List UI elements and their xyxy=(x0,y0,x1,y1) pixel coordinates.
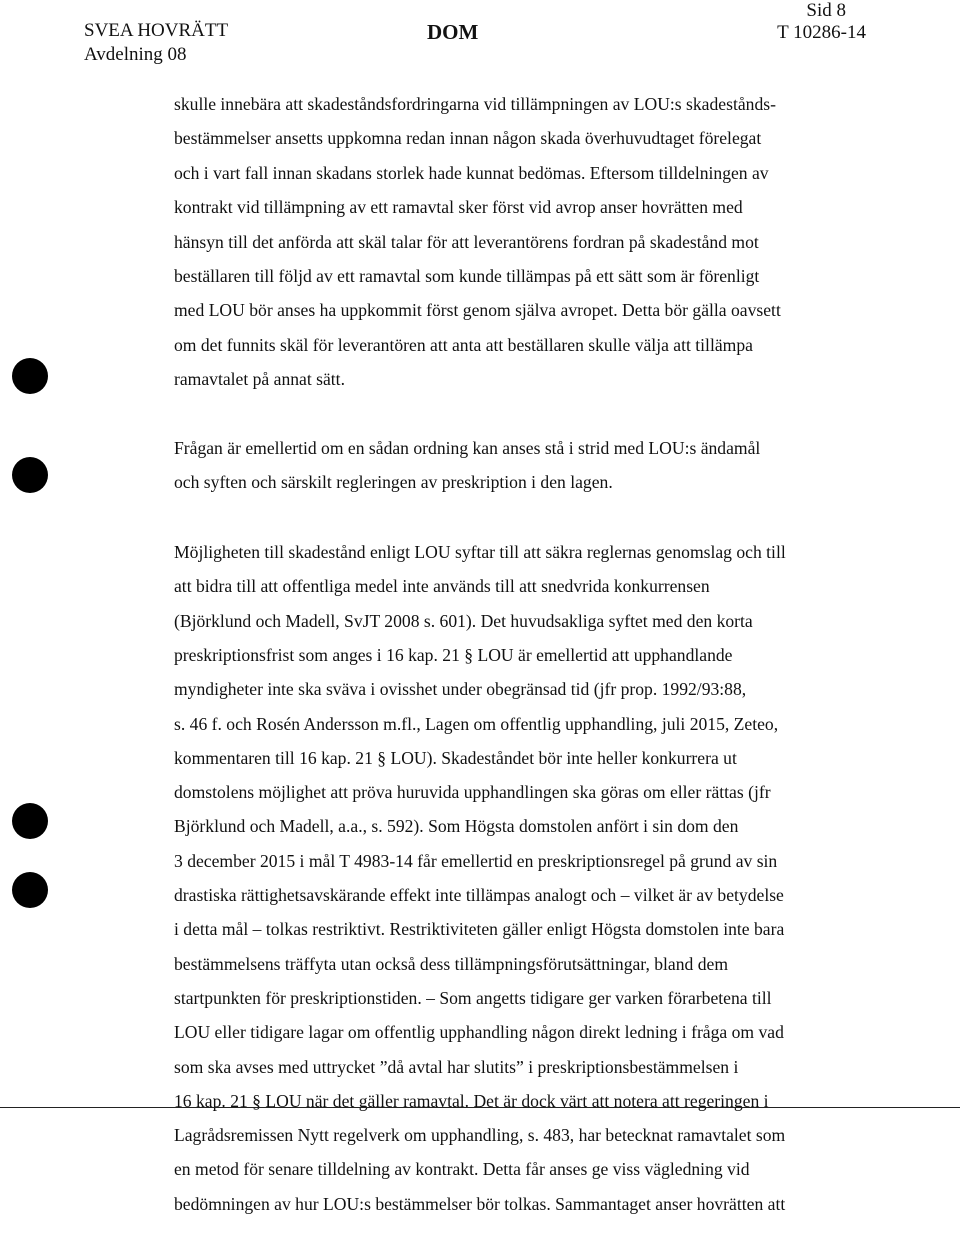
text-line: en metod för senare tilldelning av kontrakt. Detta får anses ge viss vägledning vid xyxy=(174,1159,750,1180)
punch-hole-marker xyxy=(12,457,48,493)
document-type: DOM xyxy=(427,20,479,44)
court-name: SVEA HOVRÄTT xyxy=(84,20,229,41)
page-divider-line xyxy=(0,1107,960,1108)
page-number: Sid 8 xyxy=(806,0,846,21)
punch-hole-marker xyxy=(12,872,48,908)
text-line: drastiska rättighetsavskärande effekt inte tillämpas analogt och – vilket är av betydelse xyxy=(174,885,784,905)
text-line: bestämmelser ansetts uppkomna redan innan någon skada överhuvudtaget förelegat xyxy=(174,128,762,149)
text-line: beställaren till följd av ett ramavtal som kunde tillämpas på ett sätt som är förenligt xyxy=(174,266,760,286)
text-line: (Björklund och Madell, SvJT 2008 s. 601). Det huvudsakliga syftet med den korta xyxy=(174,610,753,631)
text-line: LOU eller tidigare lagar om offentlig upphandling någon direkt ledning i fråga om vad xyxy=(174,1022,784,1043)
text-line: att bidra till att offentliga medel inte används till att snedvrida konkurrensen xyxy=(174,576,710,597)
case-number: T 10286-14 xyxy=(777,22,866,43)
text-line: preskriptionsfrist som anges i 16 kap. 21 § LOU är emellertid att upphandlande xyxy=(174,644,733,665)
text-line: bestämmelsens träffyta utan också dess tillämpningsförutsättningar, bland dem xyxy=(174,953,729,974)
text-line: skulle innebära att skadeståndsfordringarna vid tillämpningen av LOU:s skadestånds- xyxy=(174,94,776,114)
text-line: som ska avses med uttrycket ”då avtal har slutits” i preskriptionsbestämmelsen i xyxy=(174,1056,739,1077)
text-line: kontrakt vid tillämpning av ett ramavtal sker först vid avrop anser hovrätten med xyxy=(174,197,743,218)
text-line: hänsyn till det anförda att skäl talar för att leverantörens fordran på skadestånd mot xyxy=(174,231,759,252)
text-line: myndigheter inte ska sväva i ovisshet under obegränsad tid (jfr prop. 1992/93:88, xyxy=(174,679,747,700)
text-line: startpunkten för preskriptionstiden. – Som angetts tidigare ger varken förarbetena till xyxy=(174,987,772,1008)
text-line: och syften och särskilt regleringen av preskription i den lagen. xyxy=(174,472,613,493)
punch-hole-marker xyxy=(12,803,48,839)
text-line: s. 46 f. och Rosén Andersson m.fl., Lagen om offentlig upphandling, juli 2015, Zeteo, xyxy=(174,713,779,734)
text-line: Lagrådsremissen Nytt regelverk om upphandling, s. 483, har betecknat ramavtalet som xyxy=(174,1125,786,1146)
text-line: i detta mål – tolkas restriktivt. Restriktiviteten gäller enligt Högsta domstolen inte bara xyxy=(174,919,785,940)
text-line: med LOU bör anses ha uppkommit först genom själva avropet. Detta bör gälla oavsett xyxy=(174,300,781,321)
department-name: Avdelning 08 xyxy=(84,44,187,65)
text-line: ramavtalet på annat sätt. xyxy=(174,369,345,390)
text-line: Björklund och Madell, a.a., s. 592). Som Högsta domstolen anfört i sin dom den xyxy=(174,816,739,837)
text-line: 3 december 2015 i mål T 4983-14 får emellertid en preskriptionsregel på grund av sin xyxy=(174,850,778,871)
text-line: om det funnits skäl för leverantören att anta att beställaren skulle välja att tillämpa xyxy=(174,334,753,355)
text-line: 16 kap. 21 § LOU när det gäller ramavtal. Det är dock värt att notera att regeringen i xyxy=(174,1090,769,1111)
text-line: domstolens möjlighet att pröva huruvida upphandlingen ska göras om eller rättas (jfr xyxy=(174,782,771,803)
text-line: Möjligheten till skadestånd enligt LOU syftar till att säkra reglernas genomslag och till xyxy=(174,542,786,562)
text-line: Frågan är emellertid om en sådan ordning kan anses stå i strid med LOU:s ändamål xyxy=(174,438,761,458)
text-line: bedömningen av hur LOU:s bestämmelser bör tolkas. Sammantaget anser hovrätten att xyxy=(174,1193,786,1214)
punch-hole-marker xyxy=(12,358,48,394)
text-line: och i vart fall innan skadans storlek hade kunnat bedömas. Eftersom tilldelningen av xyxy=(174,162,769,183)
text-line: kommentaren till 16 kap. 21 § LOU). Skadeståndet bör inte heller konkurrera ut xyxy=(174,747,737,768)
